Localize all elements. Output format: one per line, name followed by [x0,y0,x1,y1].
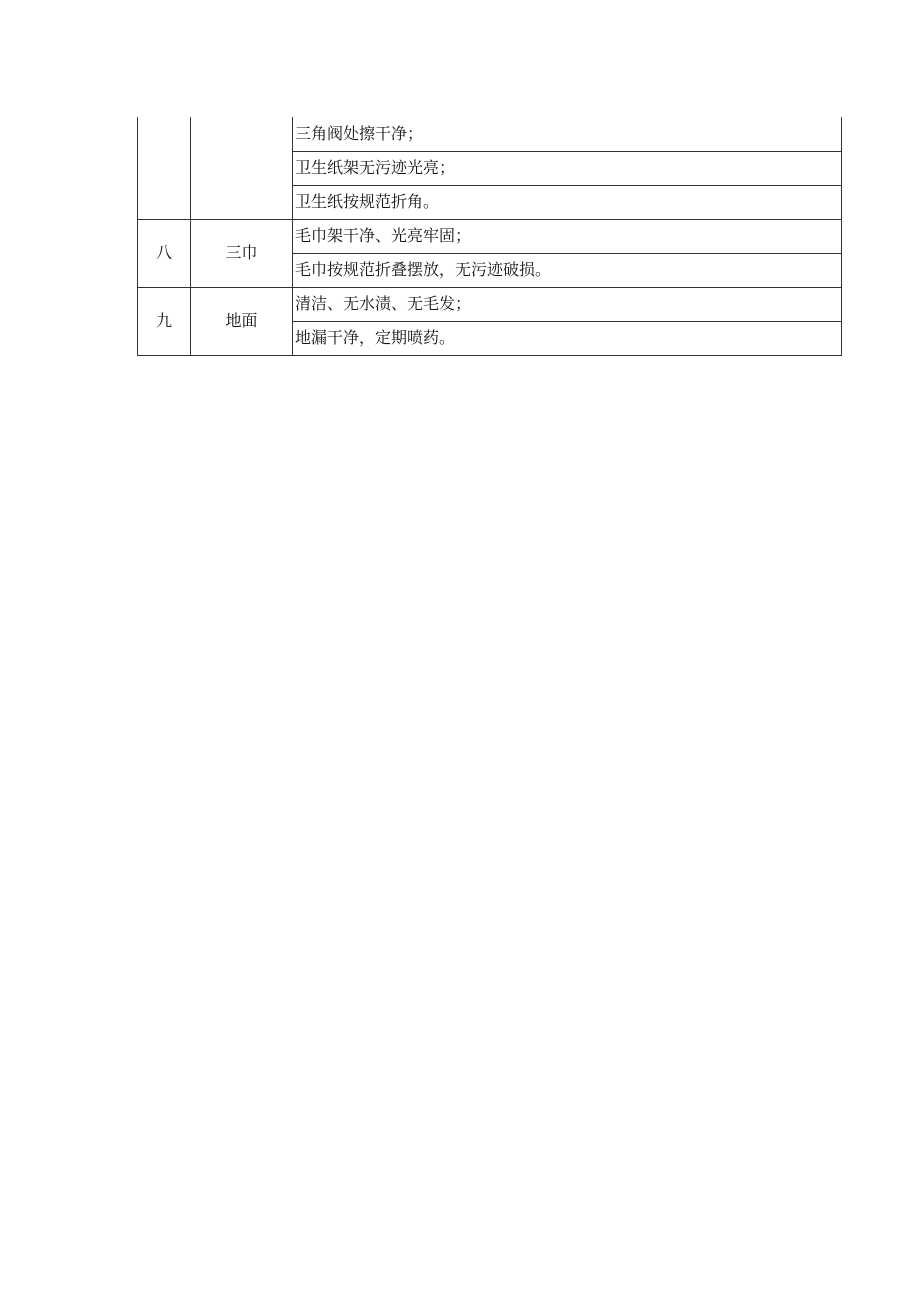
requirement-text: 卫生纸按规范折角。 [293,185,842,219]
section-item: 地面 [191,287,293,355]
requirement-text: 卫生纸架无污迹光亮； [293,151,842,185]
cleaning-standard-table [137,117,842,356]
section-item [191,117,293,219]
table-row [138,117,842,151]
requirement-text: 地漏干净，定期喷药。 [293,321,842,355]
requirement-text: 毛巾架干净、光亮牢固； [293,219,842,253]
section-number: 八 [138,219,191,287]
section-number [138,117,191,219]
requirement-text: 清洁、无水渍、无毛发； [293,287,842,321]
section-item: 三巾 [191,219,293,287]
table-row [138,219,842,253]
table-row [138,287,842,321]
section-number: 九 [138,287,191,355]
requirement-text: 毛巾按规范折叠摆放，无污迹破损。 [293,253,842,287]
requirement-text: 三角阀处擦干净； [293,117,842,151]
